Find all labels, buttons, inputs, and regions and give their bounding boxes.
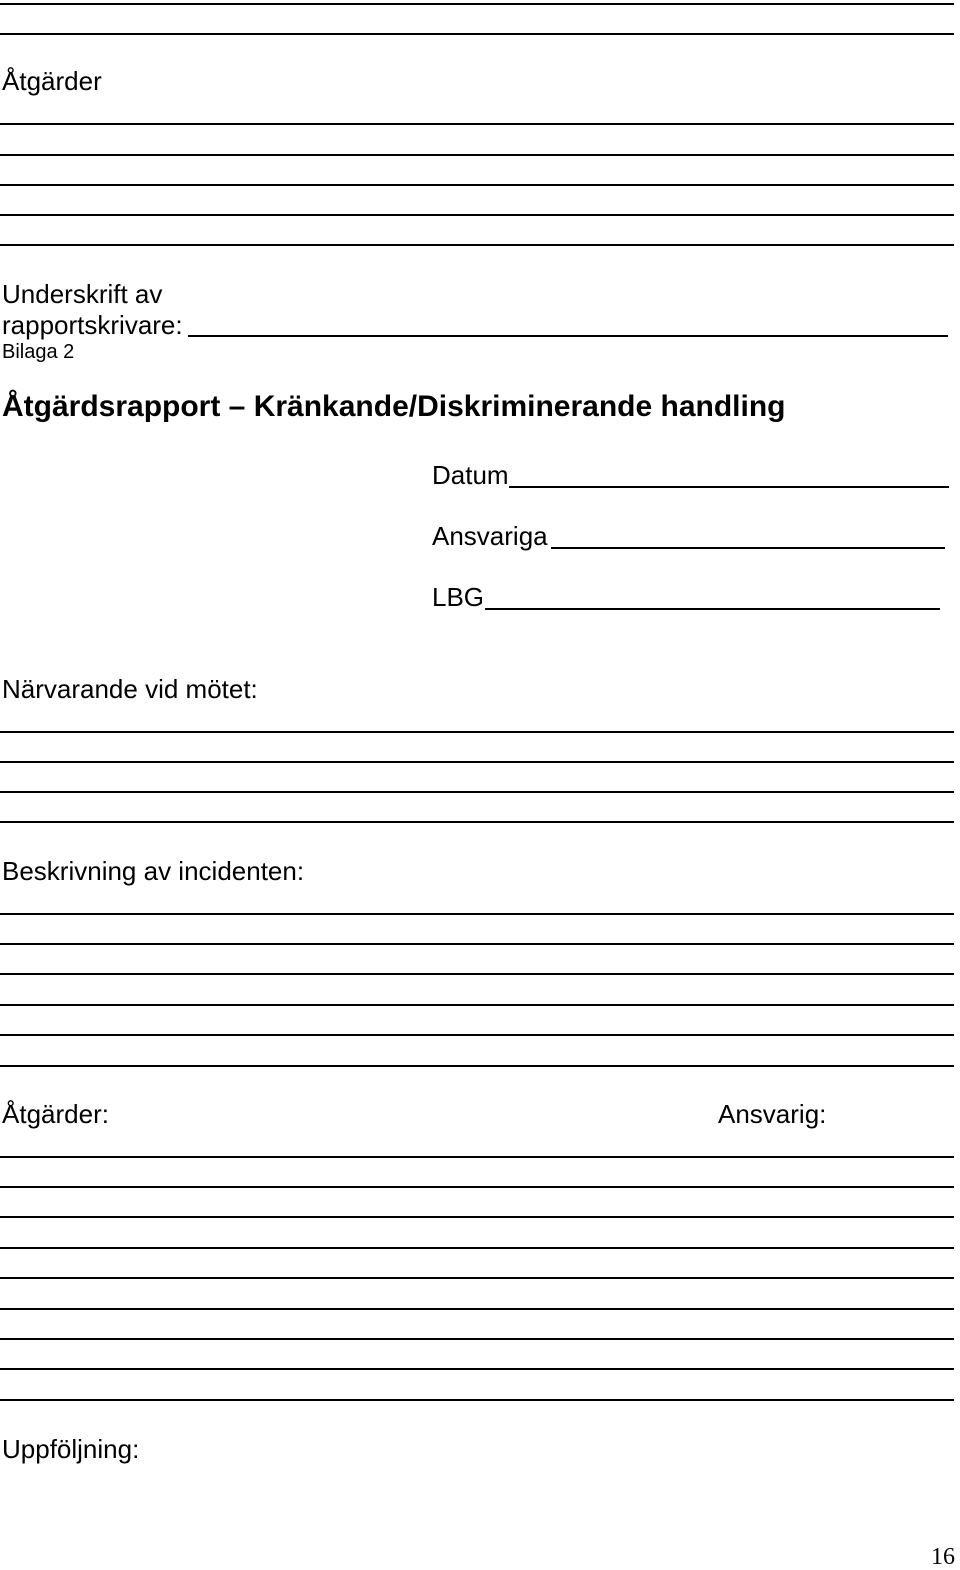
responsible-field-line[interactable] [551, 547, 945, 549]
atgarder-write-line[interactable] [0, 244, 954, 246]
present-write-line[interactable] [0, 791, 954, 793]
actions-write-line[interactable] [0, 1338, 954, 1340]
actions-write-line[interactable] [0, 1216, 954, 1218]
responsible-label: Ansvariga [432, 521, 548, 551]
page-title: Åtgärdsrapport – Kränkande/Diskriminerande handling [2, 390, 786, 423]
actions-write-line[interactable] [0, 1277, 954, 1279]
description-write-line[interactable] [0, 973, 954, 975]
atgarder-write-line[interactable] [0, 154, 954, 156]
atgarder-heading: Åtgärder [2, 66, 102, 96]
description-write-line[interactable] [0, 1034, 954, 1036]
description-write-line[interactable] [0, 1065, 954, 1067]
page-number: 16 [931, 1544, 955, 1570]
present-write-line[interactable] [0, 731, 954, 733]
attachment-label: Bilaga 2 [2, 341, 75, 363]
signature-label: rapportskrivare: [2, 310, 183, 340]
top-rule [0, 3, 954, 5]
signature-field-line[interactable] [188, 335, 948, 337]
followup-label: Uppföljning: [2, 1434, 140, 1464]
actions-write-line[interactable] [0, 1368, 954, 1370]
present-label: Närvarande vid mötet: [2, 674, 258, 704]
description-write-line[interactable] [0, 913, 954, 915]
present-write-line[interactable] [0, 761, 954, 763]
description-label: Beskrivning av incidenten: [2, 856, 305, 886]
actions-write-line[interactable] [0, 1156, 954, 1158]
lbg-field-line[interactable] [485, 608, 940, 610]
date-field-line[interactable] [509, 486, 949, 488]
actions-write-line[interactable] [0, 1247, 954, 1249]
top-rule [0, 33, 954, 35]
actions-label: Åtgärder: [2, 1099, 109, 1129]
actions-write-line[interactable] [0, 1186, 954, 1188]
actions-write-line[interactable] [0, 1308, 954, 1310]
description-write-line[interactable] [0, 1004, 954, 1006]
lbg-label: LBG [432, 582, 485, 612]
signature-label: Underskrift av [2, 279, 163, 309]
actions-responsible-label: Ansvarig: [718, 1099, 827, 1129]
atgarder-write-line[interactable] [0, 123, 954, 125]
present-write-line[interactable] [0, 821, 954, 823]
description-write-line[interactable] [0, 943, 954, 945]
date-label: Datum [432, 460, 509, 490]
actions-write-line[interactable] [0, 1399, 954, 1401]
atgarder-write-line[interactable] [0, 184, 954, 186]
atgarder-write-line[interactable] [0, 214, 954, 216]
